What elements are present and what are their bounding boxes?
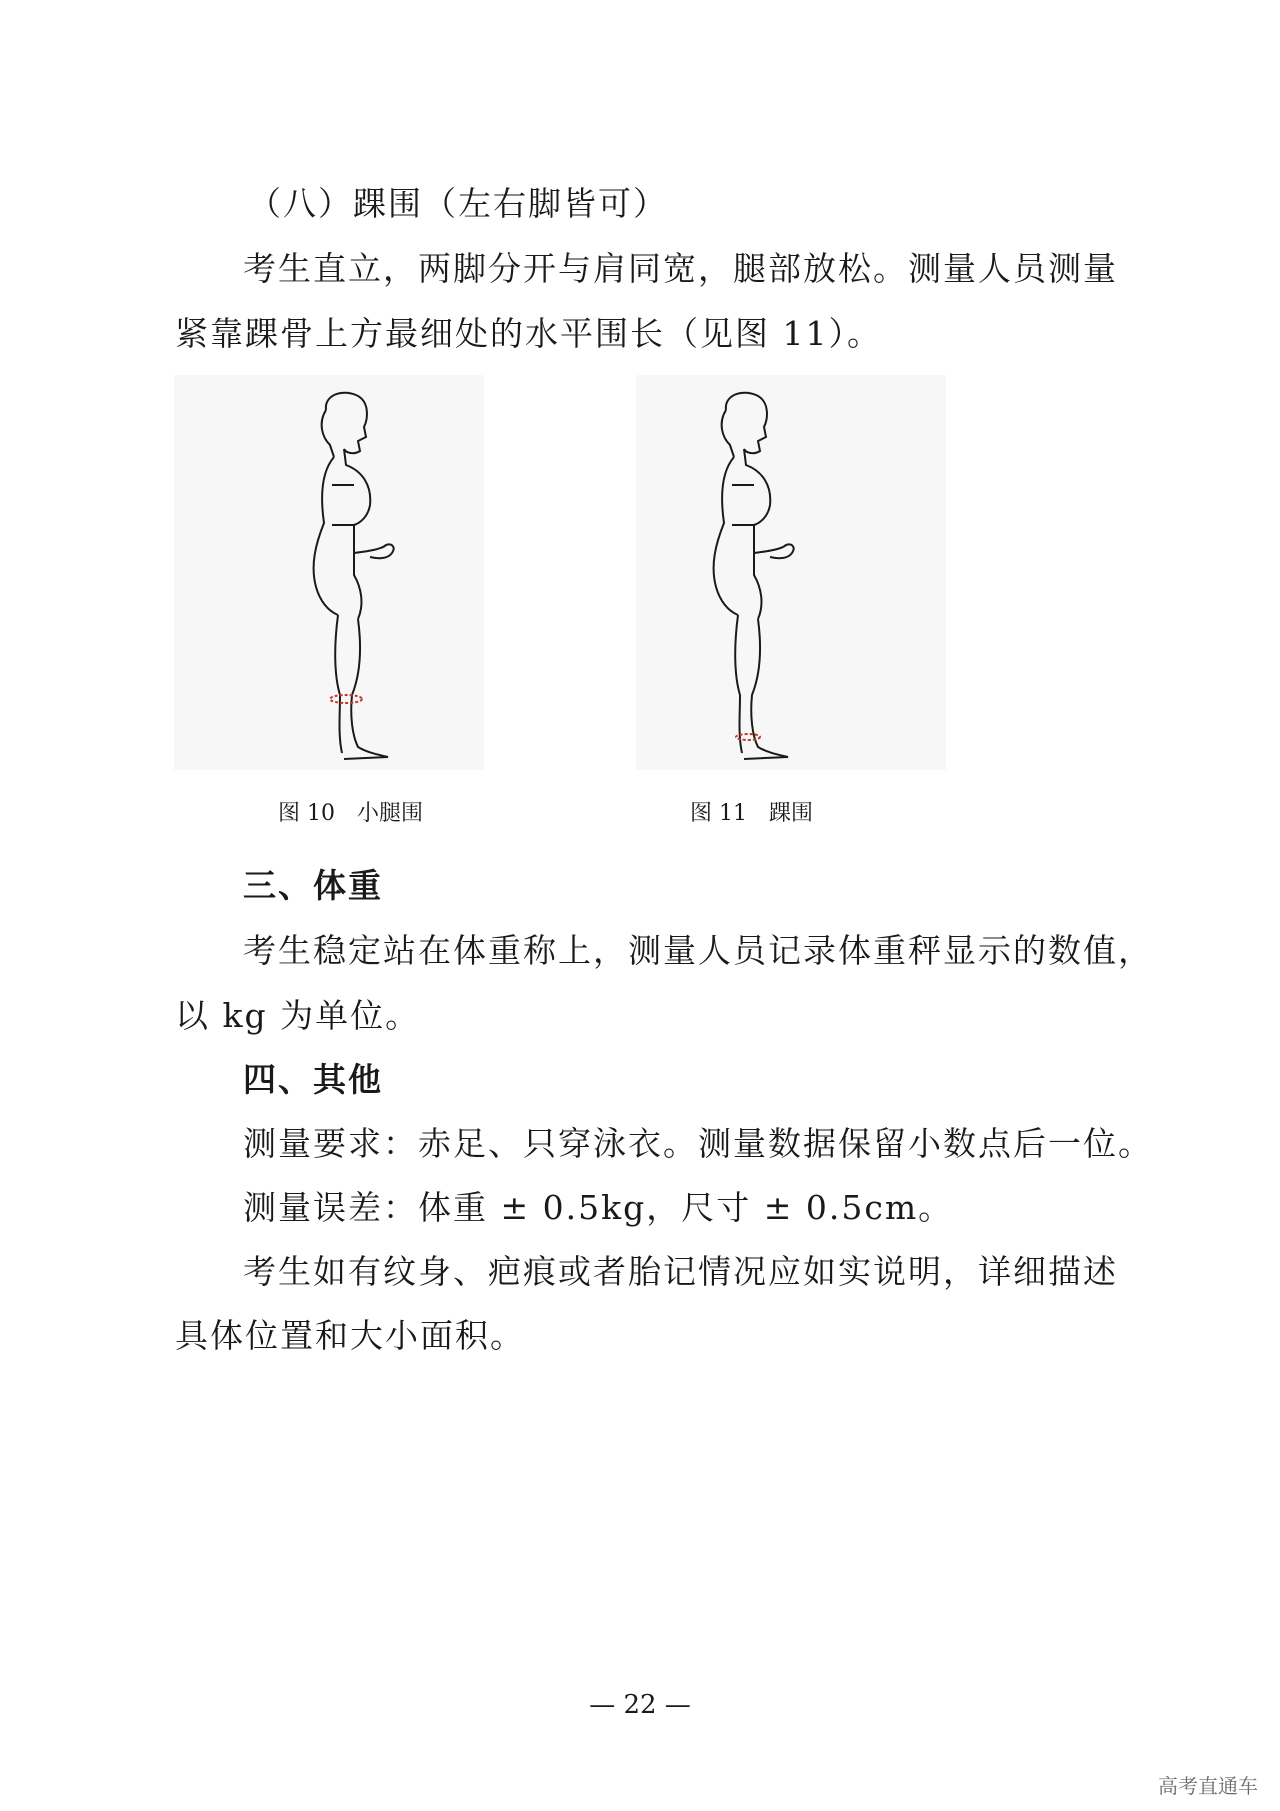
- page-number: — 22 —: [589, 1690, 691, 1720]
- figure-calf-circumference: [174, 375, 484, 770]
- section-heading-ankle: （八）踝围（左右脚皆可）: [248, 184, 668, 223]
- section-heading-other: 四、其他: [243, 1060, 383, 1099]
- figure-11-caption: 图 11 踝围: [690, 801, 813, 826]
- ankle-description-line-2: 紧靠踝骨上方最细处的水平围长（见图 11）。: [175, 314, 882, 353]
- ankle-description-line-1: 考生直立，两脚分开与肩同宽，腿部放松。测量人员测量: [243, 249, 1118, 288]
- tattoo-note-line-1: 考生如有纹身、疤痕或者胎记情况应如实说明，详细描述: [243, 1252, 1118, 1291]
- tattoo-note-line-2: 具体位置和大小面积。: [175, 1316, 525, 1355]
- calf-measure-marker: [330, 695, 362, 703]
- weight-description-line-1: 考生稳定站在体重称上，测量人员记录体重秤显示的数值，: [243, 931, 1153, 970]
- measurement-error: 测量误差：体重 ± 0.5kg，尺寸 ± 0.5cm。: [243, 1188, 954, 1227]
- figure-ankle-circumference: [636, 375, 946, 770]
- section-heading-weight: 三、体重: [243, 866, 383, 905]
- watermark: 高考直通车: [1158, 1774, 1258, 1798]
- standing-figure-illustration: [636, 375, 946, 770]
- standing-figure-illustration: [174, 375, 484, 770]
- weight-description-line-2: 以 kg 为单位。: [175, 996, 421, 1035]
- figure-10-caption: 图 10 小腿围: [278, 801, 423, 826]
- measurement-requirement: 测量要求：赤足、只穿泳衣。测量数据保留小数点后一位。: [243, 1124, 1153, 1163]
